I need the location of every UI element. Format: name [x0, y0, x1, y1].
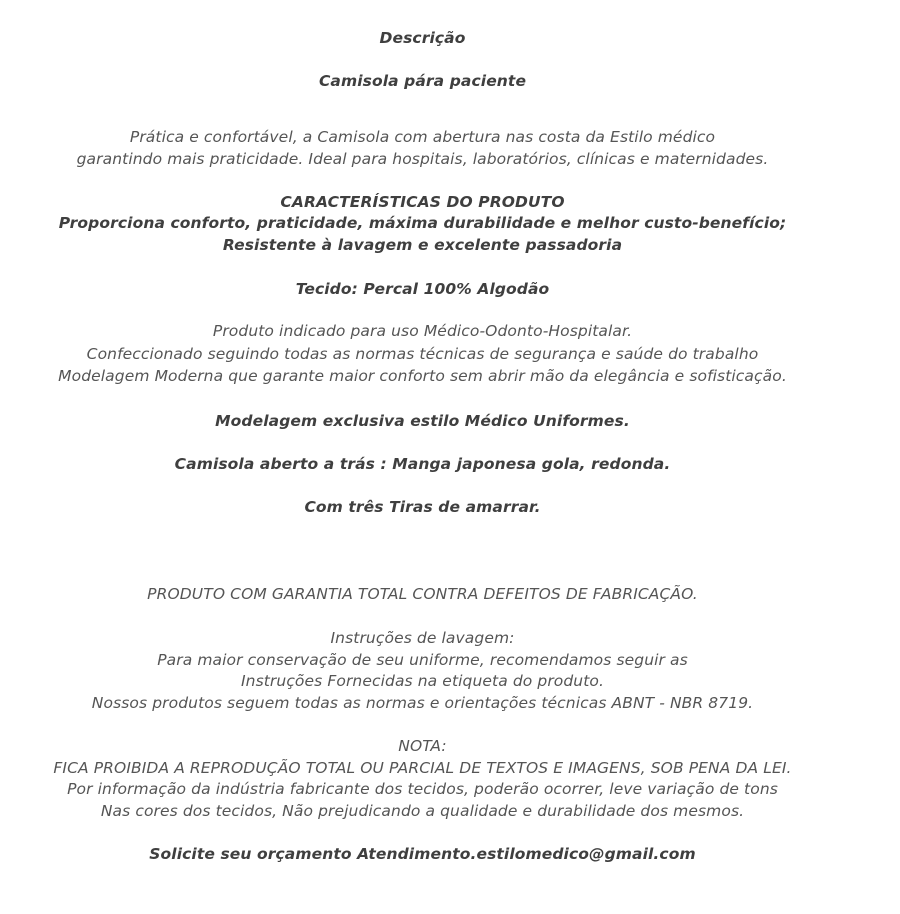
- washing-title: Instruções de lavagem:: [330, 629, 515, 647]
- highlight-line: Camisola aberto a trás : Manga japonesa gola, redonda.: [174, 455, 671, 473]
- intro-line: garantindo mais praticidade. Ideal para hospitais, laboratórios, clínicas e maternidades.: [76, 150, 769, 168]
- highlight-line: Modelagem exclusiva estilo Médico Uniformes.: [215, 412, 630, 430]
- features-title: CARACTERÍSTICAS DO PRODUTO: [280, 193, 565, 211]
- intro-line: Prática e confortável, a Camisola com abertura nas costa da Estilo médico: [129, 128, 716, 146]
- washing-line: Instruções Fornecidas na etiqueta do produto.: [240, 672, 605, 690]
- usage-line: Modelagem Moderna que garante maior conforto sem abrir mão da elegância e sofisticação.: [58, 367, 787, 385]
- washing-line: Para maior conservação de seu uniforme, recomendamos seguir as: [157, 651, 688, 669]
- fabric-info: Tecido: Percal 100% Algodão: [295, 280, 550, 298]
- usage-line: Produto indicado para uso Médico-Odonto-Hospitalar.: [212, 322, 633, 340]
- note-line: Por informação da indústria fabricante dos tecidos, poderão ocorrer, leve variação de tons: [67, 780, 778, 798]
- note-line: FICA PROIBIDA A REPRODUÇÃO TOTAL OU PARCIAL DE TEXTOS E IMAGENS, SOB PENA DA LEI.: [53, 759, 792, 777]
- contact-line: Solicite seu orçamento Atendimento.estilomedico@gmail.com: [149, 845, 696, 863]
- usage-line: Confeccionado seguindo todas as normas técnicas de segurança e saúde do trabalho: [86, 345, 759, 363]
- feature-item: Resistente à lavagem e excelente passadoria: [222, 236, 623, 254]
- product-name: Camisola pára paciente: [318, 72, 527, 90]
- note-title: NOTA:: [398, 737, 447, 755]
- highlight-line: Com três Tiras de amarrar.: [304, 498, 541, 516]
- description-heading: Descrição: [379, 29, 466, 47]
- note-line: Nas cores dos tecidos, Não prejudicando a qualidade e durabilidade dos mesmos.: [100, 802, 745, 820]
- feature-item: Proporciona conforto, praticidade, máxima durabilidade e melhor custo-benefício;: [58, 214, 787, 232]
- washing-line: Nossos produtos seguem todas as normas e orientações técnicas ABNT - NBR 8719.: [91, 694, 754, 712]
- warranty-notice: PRODUTO COM GARANTIA TOTAL CONTRA DEFEITOS DE FABRICAÇÃO.: [147, 585, 698, 603]
